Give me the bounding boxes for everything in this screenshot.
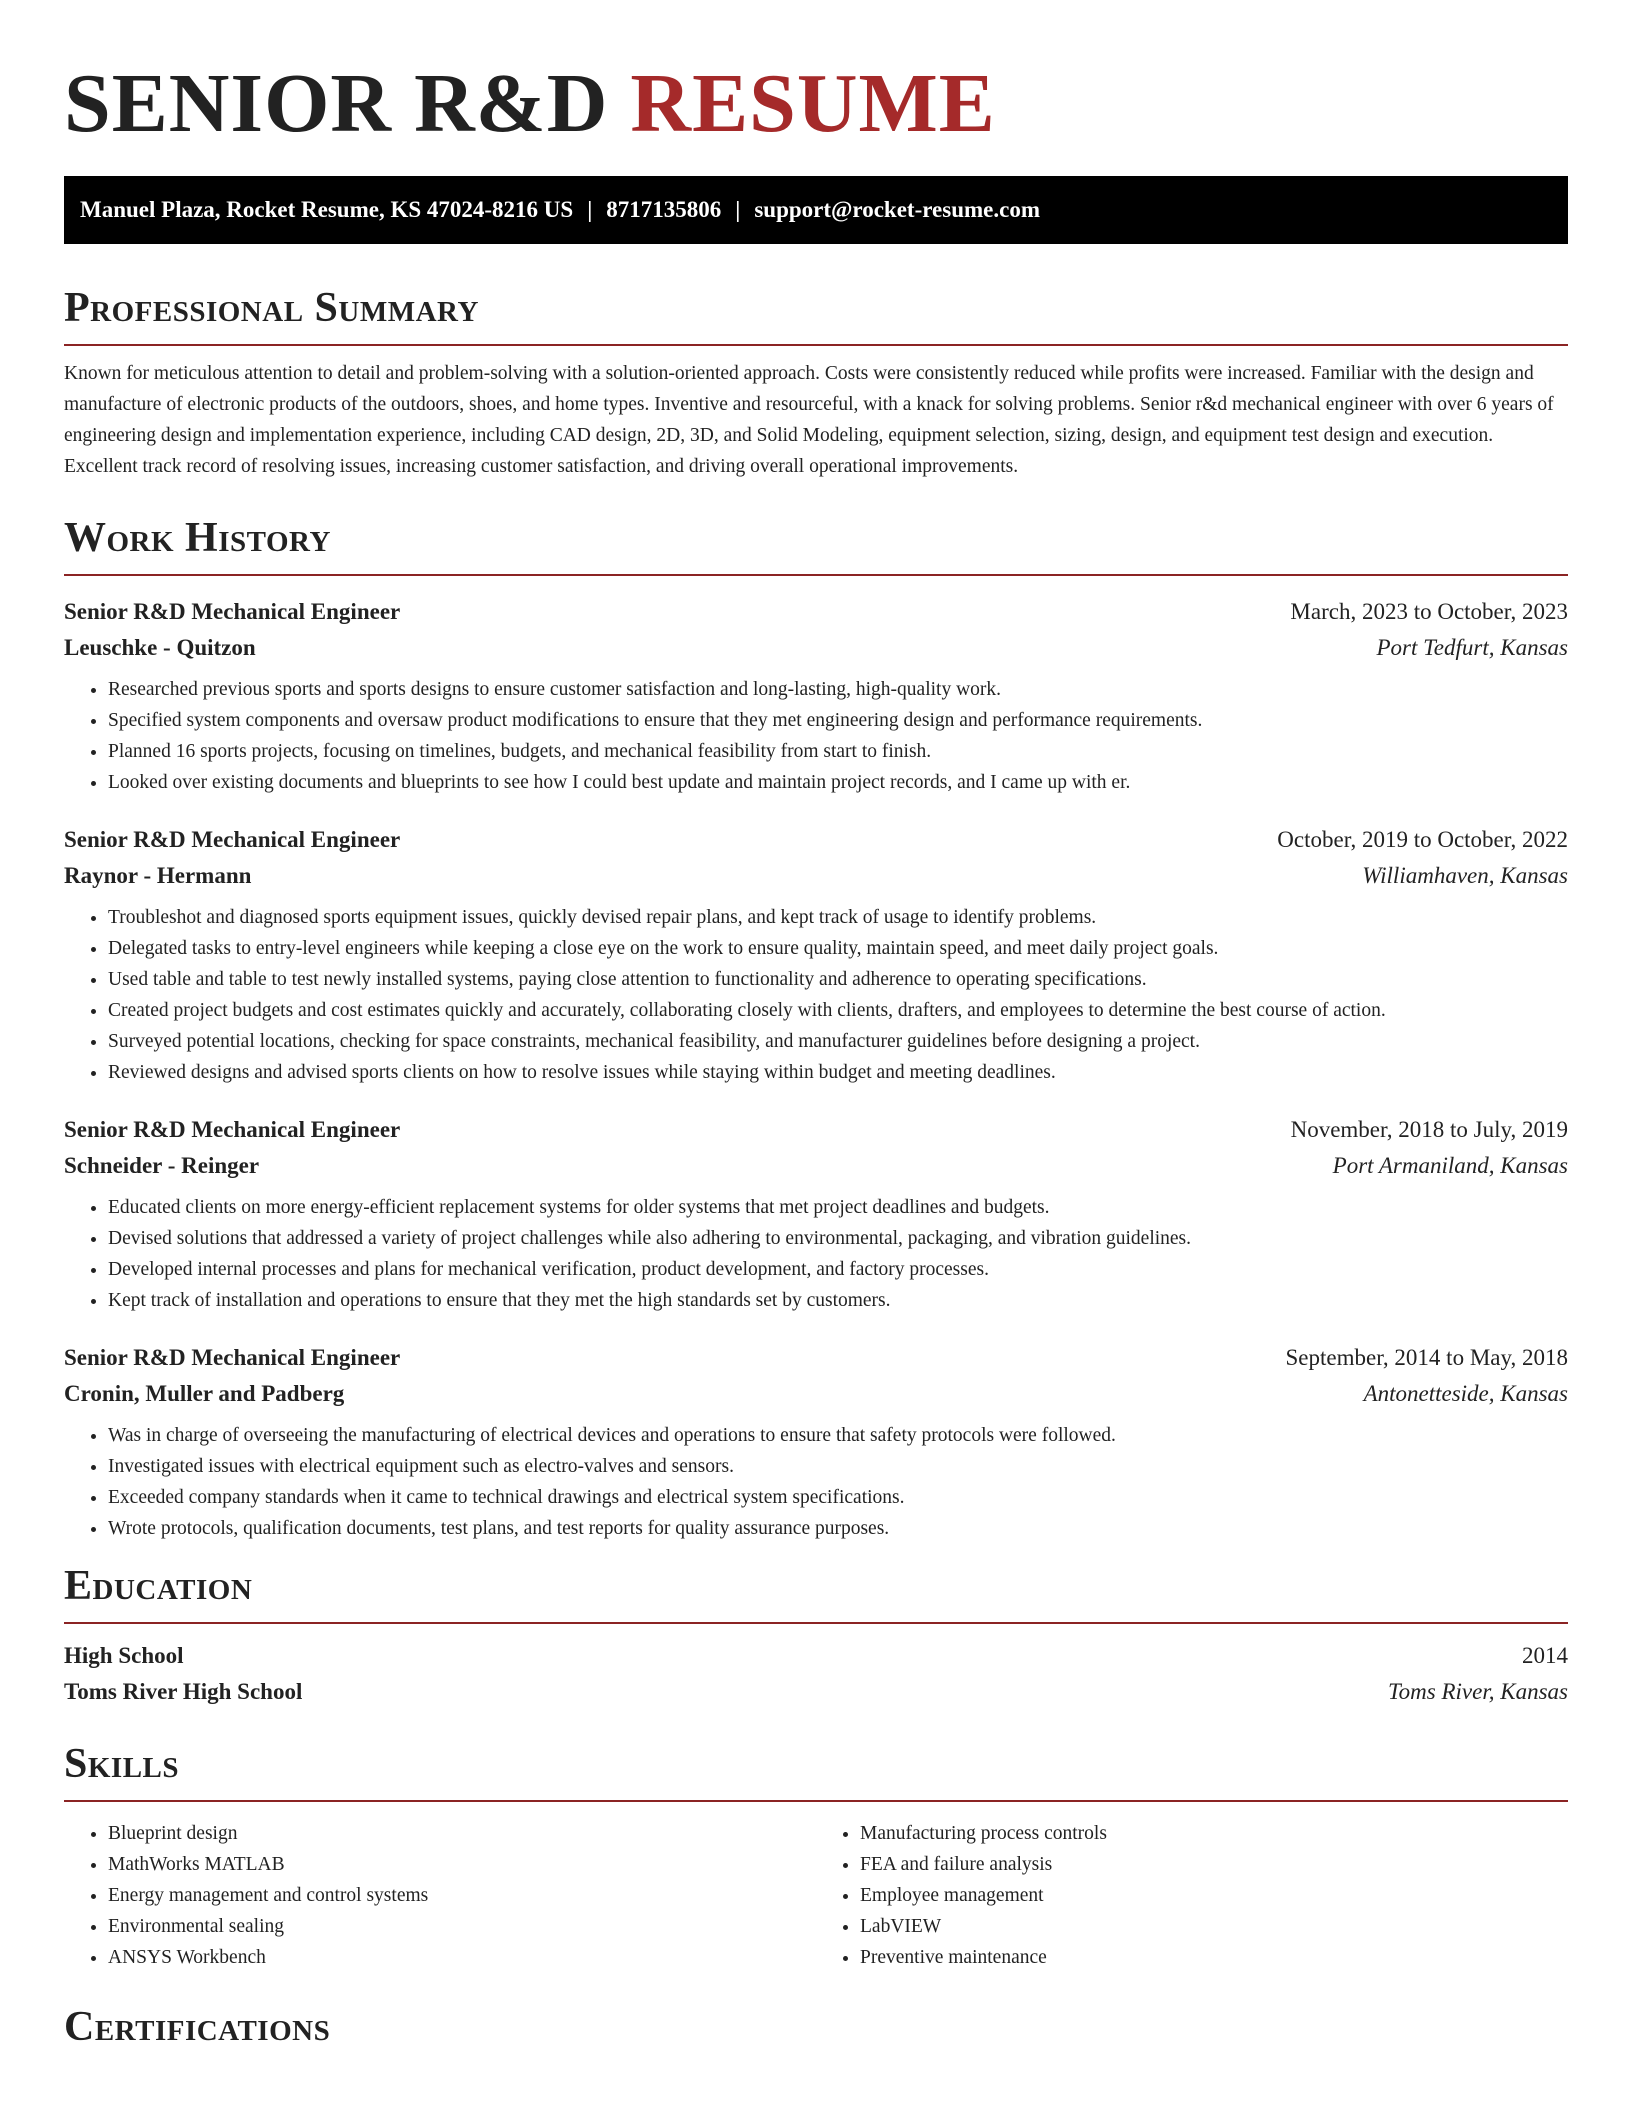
job-bullet: • Created project budgets and cost estimates quickly and accurately, collaborating closely with clients, drafters, and employees to determine the best course of action. — [108, 995, 1568, 1026]
job-company-row — [64, 630, 1568, 666]
job-header-row — [64, 1340, 1568, 1376]
contact-address: Manuel Plaza, Rocket Resume, KS 47024-8216 US — [80, 197, 574, 222]
education-location: Toms River, Kansas — [1388, 1679, 1568, 1704]
job-bullet: • Devised solutions that addressed a variety of project challenges while also adhering to environmental, packaging, and vibration guidelines. — [108, 1223, 1568, 1254]
job-company: Raynor - Hermann — [64, 863, 252, 888]
skill-item: • Blueprint design — [108, 1818, 816, 1849]
job-title: Senior R&D Mechanical Engineer — [64, 827, 401, 852]
education-heading: Education — [64, 1563, 253, 1609]
education-school-row — [64, 1674, 1568, 1710]
summary-text: Known for meticulous attention to detail and problem-solving with a solution-oriented approach. Costs were consistently reduced while profits were increased. Familiar with the design and manufacture of electronic products of the outdoors, shoes, and home types. Inventive and resourceful, with a knack for solving problems. Senior r&d mechanical engineer with over 6 years of engineering design and implementation experience, including CAD design, 2D, 3D, and Solid Modeling, equipment selection, sizing, design, and equipment test design and execution. Excellent track record of resolving issues, increasing customer satisfaction, and driving overall operational improvements. — [64, 363, 1554, 477]
skill-item: • Environmental sealing — [108, 1911, 816, 1942]
title-accent: RESUME — [630, 57, 996, 150]
section-divider — [64, 1622, 1568, 1624]
job-bullets — [64, 1192, 1568, 1316]
job-title: Senior R&D Mechanical Engineer — [64, 1345, 401, 1370]
job-bullet: • Was in charge of overseeing the manufacturing of electrical devices and operations to ensure that safety protocols were followed. — [108, 1420, 1568, 1451]
job-entry — [64, 1112, 1568, 1316]
job-entry — [64, 822, 1568, 1088]
job-bullet: • Educated clients on more energy-efficient replacement systems for older systems that met project deadlines and budgets. — [108, 1192, 1568, 1223]
job-bullet: • Planned 16 sports projects, focusing on timelines, budgets, and mechanical feasibility from start to finish. — [108, 736, 1568, 767]
job-title: Senior R&D Mechanical Engineer — [64, 1117, 401, 1142]
job-bullet: • Wrote protocols, qualification documents, test plans, and test reports for quality assurance purposes. — [108, 1513, 1568, 1544]
job-company-row — [64, 858, 1568, 894]
education-entry — [64, 1638, 1568, 1710]
skills-column-left — [64, 1818, 816, 1973]
job-location: Port Armaniland, Kansas — [1332, 1153, 1568, 1178]
skill-item: • Energy management and control systems — [108, 1880, 816, 1911]
contact-separator: | — [735, 197, 741, 222]
job-dates: March, 2023 to October, 2023 — [1290, 599, 1568, 624]
job-bullets — [64, 1420, 1568, 1544]
job-company: Schneider - Reinger — [64, 1153, 260, 1178]
job-bullet: • Looked over existing documents and blueprints to see how I could best update and maintain project records, and I came up with er. — [108, 767, 1568, 798]
section-divider — [64, 1800, 1568, 1802]
job-bullet: • Kept track of installation and operations to ensure that they met the high standards set by customers. — [108, 1285, 1568, 1316]
certifications-heading: Certifications — [64, 2004, 331, 2050]
job-header-row — [64, 1112, 1568, 1148]
job-bullets — [64, 674, 1568, 798]
skill-item: • Employee management — [860, 1880, 1568, 1911]
work-history-heading: Work History — [64, 515, 331, 561]
job-company-row — [64, 1148, 1568, 1184]
job-header-row — [64, 594, 1568, 630]
job-location: Port Tedfurt, Kansas — [1376, 635, 1568, 660]
skills-heading: Skills — [64, 1741, 180, 1787]
job-entry — [64, 1340, 1568, 1544]
job-bullet: • Troubleshot and diagnosed sports equipment issues, quickly devised repair plans, and kept track of usage to identify problems. — [108, 902, 1568, 933]
job-bullets — [64, 902, 1568, 1088]
education-school: Toms River High School — [64, 1679, 303, 1704]
skill-item: • ANSYS Workbench — [108, 1942, 816, 1973]
job-bullet: • Delegated tasks to entry-level engineers while keeping a close eye on the work to ensure quality, maintain speed, and meet daily project goals. — [108, 933, 1568, 964]
job-company-row — [64, 1376, 1568, 1412]
job-bullet: • Specified system components and oversaw product modifications to ensure that they met engineering design and performance requirements. — [108, 705, 1568, 736]
job-bullet: • Developed internal processes and plans for mechanical verification, product development, and factory processes. — [108, 1254, 1568, 1285]
contact-phone: 8717135806 — [606, 197, 722, 222]
job-bullet: • Exceeded company standards when it came to technical drawings and electrical system specifications. — [108, 1482, 1568, 1513]
education-degree: High School — [64, 1643, 184, 1668]
job-location: Antonetteside, Kansas — [1363, 1381, 1568, 1406]
job-bullet: • Researched previous sports and sports designs to ensure customer satisfaction and long-lasting, high-quality work. — [108, 674, 1568, 705]
job-title: Senior R&D Mechanical Engineer — [64, 599, 401, 624]
skill-item: • FEA and failure analysis — [860, 1849, 1568, 1880]
job-entry — [64, 594, 1568, 798]
title-main: SENIOR R&D — [64, 57, 609, 150]
resume-title — [64, 0, 1568, 154]
job-dates: October, 2019 to October, 2022 — [1277, 827, 1568, 852]
contact-email: support@rocket-resume.com — [754, 197, 1040, 222]
job-company: Leuschke - Quitzon — [64, 635, 256, 660]
skills-grid — [64, 1818, 1568, 1973]
education-header-row — [64, 1638, 1568, 1674]
section-divider — [64, 344, 1568, 346]
skill-item: • Manufacturing process controls — [860, 1818, 1568, 1849]
job-bullet: • Reviewed designs and advised sports clients on how to resolve issues while staying within budget and meeting deadlines. — [108, 1057, 1568, 1088]
skill-item: • MathWorks MATLAB — [108, 1849, 816, 1880]
job-bullet: • Surveyed potential locations, checking for space constraints, mechanical feasibility, and manufacturer guidelines before designing a project. — [108, 1026, 1568, 1057]
job-dates: September, 2014 to May, 2018 — [1285, 1345, 1568, 1370]
job-location: Williamhaven, Kansas — [1362, 863, 1568, 888]
job-header-row — [64, 822, 1568, 858]
contact-separator: | — [587, 197, 593, 222]
summary-heading: Professional Summary — [64, 285, 479, 331]
skill-item: • Preventive maintenance — [860, 1942, 1568, 1973]
job-dates: November, 2018 to July, 2019 — [1290, 1117, 1568, 1142]
job-company: Cronin, Muller and Padberg — [64, 1381, 345, 1406]
skill-item: • LabVIEW — [860, 1911, 1568, 1942]
job-bullet: • Investigated issues with electrical equipment such as electro-valves and sensors. — [108, 1451, 1568, 1482]
skills-column-right — [816, 1818, 1568, 1973]
job-bullet: • Used table and table to test newly installed systems, paying close attention to functionality and adherence to operating specifications. — [108, 964, 1568, 995]
contact-bar — [64, 176, 1568, 244]
section-divider — [64, 574, 1568, 576]
education-year: 2014 — [1522, 1643, 1568, 1668]
